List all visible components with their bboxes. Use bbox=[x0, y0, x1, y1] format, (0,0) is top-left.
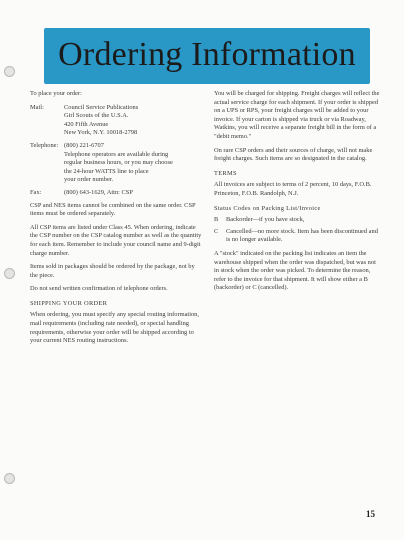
list-item bbox=[214, 228, 382, 245]
list-item bbox=[214, 216, 382, 225]
status-code: B bbox=[214, 216, 219, 224]
contact-line: regular business hours, or you may choose bbox=[64, 159, 173, 167]
paragraph: You will be charged for shipping. Freight charges will reflect the actual service charge for each shipment. If your order is shipped on a UPS or RPS, your freight charges will be added to your invoice. If your carton is shipped via truck or via Roadway, Watkins, you will receive a separate freight bill in the form of a "debit memo." bbox=[214, 90, 380, 140]
contact-fax bbox=[30, 189, 202, 198]
contact-line: your order number. bbox=[64, 176, 114, 184]
paragraph: On rare CSP orders and their sources of charge, will not make freight charges. Such items are so designated in the catalog. bbox=[214, 146, 373, 163]
contact-mail bbox=[30, 104, 202, 138]
paragraph: All CSP items are listed under Class 45. When ordering, indicate the CSP number on the CSP catalog number as well as the quantity for each item. Remember to include your council name and 9-digit charge number. bbox=[30, 223, 202, 257]
contact-value bbox=[64, 104, 202, 138]
contact-telephone bbox=[30, 142, 202, 185]
paragraph: All invoices are subject to terms of 2 percent, 10 days, F.O.B. Princeton, F.O.B. Randolph, N.J. bbox=[214, 181, 372, 197]
binder-hole bbox=[4, 268, 15, 279]
status-code-list bbox=[214, 216, 382, 245]
paragraph: CSP and NES items cannot be combined on the same order. CSP items must be ordered separately. bbox=[30, 201, 196, 218]
binder-hole bbox=[4, 473, 15, 484]
contact-line: (800) 221-6707 bbox=[64, 141, 104, 149]
contact-label: Mail: bbox=[30, 103, 44, 111]
left-column bbox=[30, 90, 202, 351]
status-description: Backorder—if you have stock, bbox=[226, 216, 305, 224]
status-description: Cancelled—no more stock. Item has been discontinued and is no longer available. bbox=[226, 227, 378, 244]
paragraph: When ordering, you must specify any special routing information, mail requirements (including rate needed), or special handling requirements, otherwise your order will be shipped according to your current NES routing instructions. bbox=[30, 311, 199, 345]
contact-line: (800) 643-1629, Attn: CSP bbox=[64, 188, 133, 196]
section-heading-shipping: SHIPPING YOUR ORDER bbox=[30, 299, 108, 307]
intro-text: To place your order: bbox=[30, 90, 82, 97]
paragraph: Items sold in packages should be ordered by the package, not by the piece. bbox=[30, 263, 195, 279]
section-heading-status-codes: Status Codes on Packing List/Invoice bbox=[214, 204, 321, 212]
contact-line: Council Service Publications bbox=[64, 103, 139, 111]
page-number: 15 bbox=[366, 509, 375, 519]
section-heading-terms: TERMS bbox=[214, 169, 237, 177]
contact-line: New York, N.Y. 10018-2798 bbox=[64, 129, 138, 137]
contact-label: Fax: bbox=[30, 188, 42, 196]
contact-line: Girl Scouts of the U.S.A. bbox=[64, 112, 129, 120]
paragraph: Do not send written confirmation of telephone orders. bbox=[30, 285, 168, 293]
contact-value bbox=[64, 189, 202, 198]
contact-line: 420 Fifth Avenue bbox=[64, 120, 109, 128]
status-code: C bbox=[214, 227, 219, 235]
contact-label: Telephone: bbox=[30, 141, 59, 149]
binder-hole bbox=[4, 66, 15, 77]
paragraph: A "stock" indicated on the packing list indicates an item the warehouse shipped when the order was dispatched, but was not in stock when the order was picked. To determine the reason, refer to the invoice for that shipment. It will show either a B (backorder) or C (cancelled). bbox=[214, 249, 376, 292]
title-banner bbox=[44, 28, 370, 84]
contact-line: Telephone operators are available during bbox=[64, 150, 169, 158]
right-column bbox=[214, 90, 382, 298]
contact-line: the 24-hour WATTS line to place bbox=[64, 167, 149, 175]
contact-value bbox=[64, 142, 202, 185]
page-title: Ordering Information bbox=[58, 36, 356, 73]
